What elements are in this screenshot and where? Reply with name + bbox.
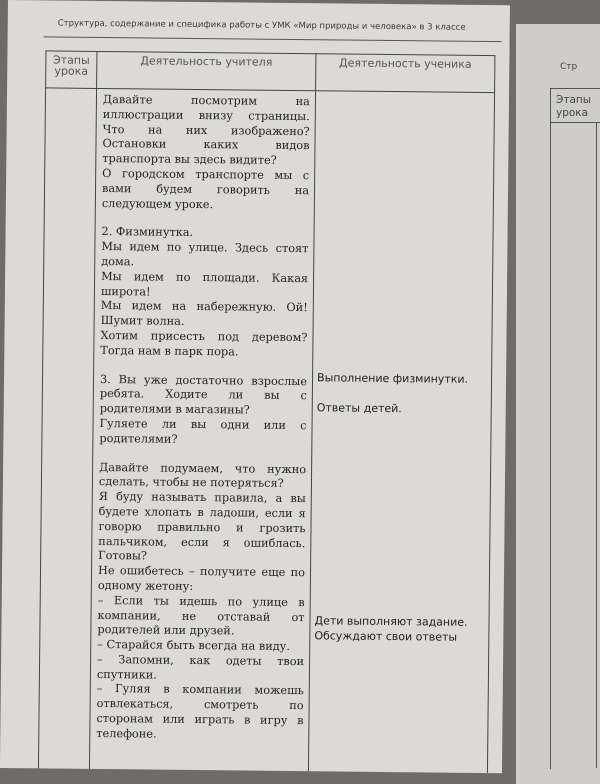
stages-cell bbox=[38, 88, 97, 773]
right-page-table bbox=[550, 88, 600, 769]
teacher-paragraph: 3. Вы уже достаточно взрослые ребята. Ходите ли вы с родителями в магазины? bbox=[99, 372, 308, 417]
teacher-paragraph: Хотим присесть под деревом? Тогда нам в парк пора. bbox=[100, 328, 308, 359]
teacher-paragraph: – Гуляя в компании можешь отвлекаться, смотреть по сторонам или играть в игру в телефоне. bbox=[96, 682, 304, 741]
teacher-paragraph: О городском транспорте мы с вами будем говорить на следующем уроке. bbox=[101, 166, 310, 211]
right-page-column-line bbox=[596, 122, 597, 768]
student-cell bbox=[308, 91, 495, 773]
teacher-cell bbox=[89, 88, 316, 773]
teacher-paragraph: Давайте подумаем, что нужно сделать, чтобы не потеряться? bbox=[98, 460, 307, 491]
teacher-paragraph: Мы идем по площади. Какая широта! bbox=[100, 269, 309, 299]
student-note: Обсуждают свои ответы bbox=[314, 629, 458, 644]
student-note: Выполнение физминутки. bbox=[316, 371, 469, 386]
teacher-paragraph: Давайте посмотрим на иллюстрации внизу страницы. Что на них изображено? Остановки каких видов транспорта вы здесь видите? bbox=[102, 93, 311, 168]
header-teacher: Деятельность учителя bbox=[97, 51, 316, 90]
teacher-paragraph: Мы идем на набережную. Ой! Шумит волна. bbox=[100, 299, 308, 329]
teacher-paragraph: – Если ты идешь по улице в компании, не отставай от родителей или друзей. bbox=[97, 593, 305, 638]
right-page-header-rule bbox=[550, 122, 600, 123]
running-head: Структура, содержание и специфика работы с УМК «Мир природы и человека» в 3 классе bbox=[57, 18, 466, 33]
teacher-paragraph: Мы идем по улице. Здесь стоят дома. bbox=[101, 240, 309, 269]
teacher-paragraph: – Старайся быть всегда на виду. bbox=[97, 638, 291, 654]
lesson-table bbox=[38, 50, 496, 773]
right-page-column-header: Этапы урока bbox=[556, 94, 592, 119]
teacher-paragraph: – Запомни, как одеты твои спутники. bbox=[96, 652, 305, 682]
right-page-running-head: Стр bbox=[560, 62, 578, 72]
teacher-paragraph: Не ошибетесь – получите еще по одному жетону: bbox=[97, 564, 306, 593]
header-stages: Этапы урока bbox=[46, 51, 97, 89]
teacher-paragraph: 2. Физминутка. bbox=[101, 225, 194, 240]
header-student: Деятельность ученика bbox=[316, 54, 495, 93]
teacher-paragraph: Я буду называть правила, а вы будете хлопать в ладоши, если я говорю правильно и грозить пальчиком, если я ошиблась. Готовы? bbox=[98, 490, 306, 563]
teacher-paragraph: Гуляете ли вы одни или с родителями? bbox=[99, 416, 307, 446]
student-note: Дети выполняют задание. bbox=[314, 614, 468, 629]
student-note: Ответы детей. bbox=[316, 401, 402, 416]
running-head-rule bbox=[44, 36, 502, 42]
teacher-text bbox=[90, 89, 315, 744]
